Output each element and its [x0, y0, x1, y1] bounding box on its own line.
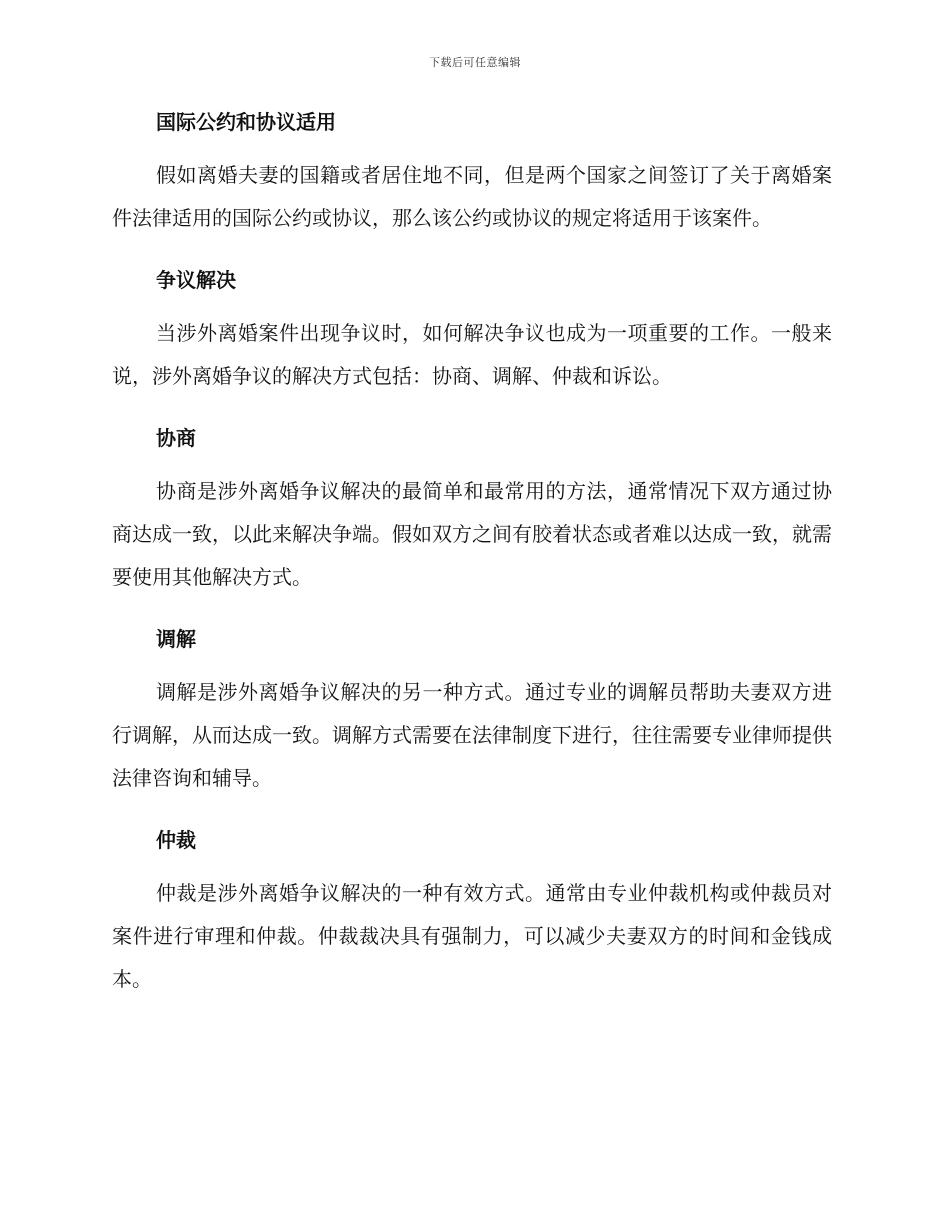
- section-paragraph: 当涉外离婚案件出现争议时，如何解决争议也成为一项重要的工作。一般来说，涉外离婚争议的解决方式包括：协商、调解、仲裁和诉讼。: [112, 321, 832, 388]
- section-heading: 调解: [156, 627, 196, 651]
- section-arbitration: [112, 826, 832, 1001]
- section-international-conventions: [112, 108, 832, 240]
- section-paragraph: 调解是涉外离婚争议解决的另一种方式。通过专业的调解员帮助夫妻双方进行调解，从而达成一致。调解方式需要在法律制度下进行，往往需要专业律师提供法律咨询和辅导。: [112, 680, 832, 790]
- section-heading: 仲裁: [156, 828, 196, 852]
- section-negotiation: [112, 424, 832, 599]
- page-header: 下载后可任意编辑: [429, 56, 521, 69]
- section-heading: 争议解决: [156, 268, 236, 292]
- section-dispute-resolution: [112, 266, 832, 398]
- section-heading: 协商: [156, 426, 196, 450]
- section-paragraph: 协商是涉外离婚争议解决的最简单和最常用的方法，通常情况下双方通过协商达成一致，以此来解决争端。假如双方之间有胶着状态或者难以达成一致，就需要使用其他解决方式。: [112, 479, 832, 589]
- document-body: [112, 108, 832, 1027]
- section-mediation: [112, 625, 832, 800]
- section-heading: 国际公约和协议适用: [156, 110, 336, 134]
- section-paragraph: 仲裁是涉外离婚争议解决的一种有效方式。通常由专业仲裁机构或仲裁员对案件进行审理和仲裁。仲裁裁决具有强制力，可以减少夫妻双方的时间和金钱成本。: [112, 881, 832, 991]
- section-paragraph: 假如离婚夫妻的国籍或者居住地不同，但是两个国家之间签订了关于离婚案件法律适用的国际公约或协议，那么该公约或协议的规定将适用于该案件。: [112, 163, 832, 230]
